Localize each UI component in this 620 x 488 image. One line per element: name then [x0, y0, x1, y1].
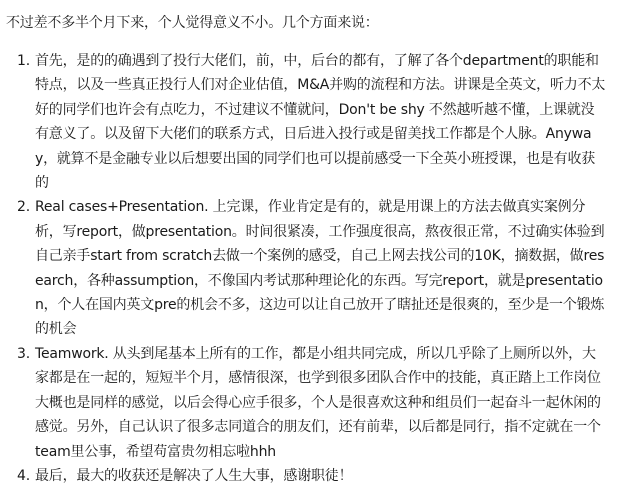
list-item [6, 195, 606, 341]
list-item-number: 2. [17, 199, 30, 216]
list-item-text: 首先，是的的确遇到了投行大佬们，前，中，后台的都有，了解了各个department的职能和特点，以及一些真正投行人们对企业估值，M&A并购的流程和方法。讲课是全英文，听力不太好的同学们也许会有点吃力，不过建议不懂就问，Don't be shy 不然越听越不懂，上课就没有意义了。以及留下大佬们的联系方式，日后进入投行或是留美找工作都是个人脉。Anyway，就算不是金融专业以后想要出国的同学们也可以提前感受一下全英小班授课，也是有收获的 [35, 53, 606, 192]
numbered-list [6, 49, 606, 488]
list-item-text: 最后，最大的收获还是解决了人生大事，感谢职徒！ [35, 467, 353, 484]
list-item-number: 3. [17, 345, 30, 362]
list-item-text: Teamwork. 从头到尾基本上所有的工作，都是小组共同完成，所以几乎除了上厕所以外，大家都是在一起的，短短半个月，感情很深，也学到很多团队合作中的技能，真正踏上工作岗位大概也是同样的感觉，以后会得心应手很多，个人是很喜欢这种和组员们一起奋斗一起休闲的感觉。另外，自己认识了很多志同道合的朋友们，还有前辈，以后都是同行，指不定就在一个team里公事，希望苟富贵勿相忘啦hhh [35, 345, 601, 460]
list-item [6, 49, 606, 195]
list-item-text: Real cases+Presentation. 上完课，作业肯定是有的，就是用课上的方法去做真实案例分析，写report，做presentation。时间很紧凑，工作强度很高，熬夜很正常，不过确实体验到自己亲手start from scratch去做一个案例的感受，自己上网去找公司的10K，摘数据，做research，各种assumption，不像国内考试那种理论化的东西。写完report，就是presentation，个人在国内英文pre的机会不多，这边可以让自己放开了瞎扯还是很爽的，至少是一个锻炼的机会 [35, 199, 605, 338]
list-item-number: 4. [17, 467, 30, 484]
intro-paragraph: 不过差不多半个月下来，个人觉得意义不小。几个方面来说： [6, 15, 379, 31]
list-item [6, 464, 606, 488]
list-item-number: 1. [17, 53, 30, 69]
list-item [6, 342, 606, 464]
